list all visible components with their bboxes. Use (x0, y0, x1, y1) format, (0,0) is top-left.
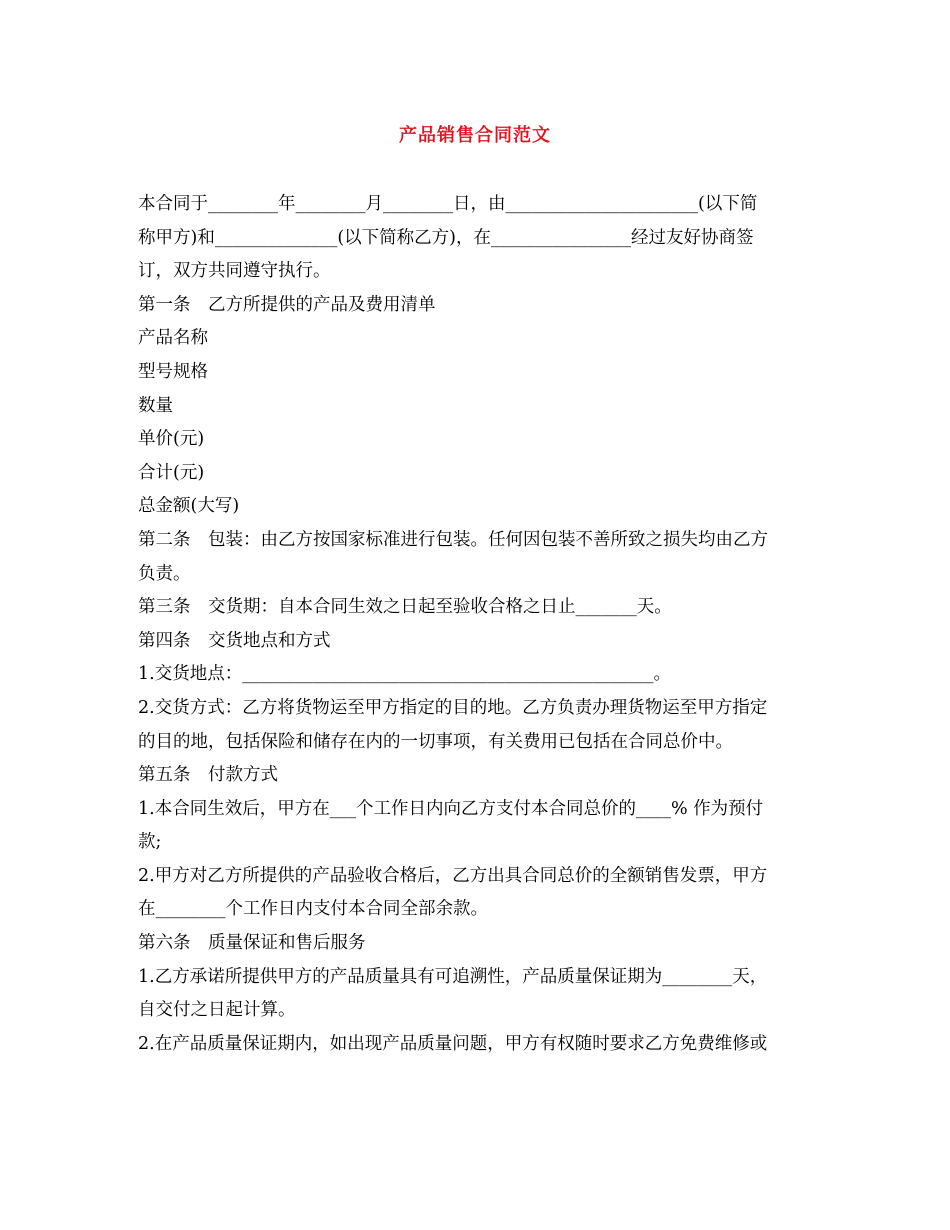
body-line: 总金额(大写) (138, 496, 240, 517)
body-line: 1.本合同生效后，甲方在___个工作日内向乙方支付本合同总价的____% 作为预付 (138, 798, 764, 819)
body-line: 1.交货地点：_______________________________________________。 (138, 664, 671, 685)
article-heading: 第三条 交货期：自本合同生效之日起至验收合格之日止_______天。 (138, 597, 672, 618)
body-line: 本合同于________年________月________日，由______________________(以下简 (138, 194, 758, 214)
body-line: 款; (138, 832, 162, 853)
body-line: 2.甲方对乙方所提供的产品验收合格后，乙方出具合同总价的全额销售发票，甲方 (138, 865, 768, 886)
body-line: 2.在产品质量保证期内，如出现产品质量问题，甲方有权随时要求乙方免费维修或 (138, 1033, 768, 1054)
article-heading: 第二条 包装：由乙方按国家标准进行包装。任何因包装不善所致之损失均由乙方 (138, 529, 768, 550)
body-line: 称甲方)和______________(以下简称乙方)，在________________经过友好协商签 (138, 227, 754, 248)
contract-body (138, 188, 818, 1061)
article-heading: 第一条 乙方所提供的产品及费用清单 (138, 294, 436, 315)
body-line: 单价(元) (138, 429, 205, 450)
body-line: 数量 (138, 395, 173, 416)
article-heading: 第四条 交货地点和方式 (138, 630, 331, 651)
body-line: 自交付之日起计算。 (138, 1000, 296, 1021)
body-line: 产品名称 (138, 328, 208, 349)
body-line: 订，双方共同遵守执行。 (138, 261, 331, 282)
article-heading: 第五条 付款方式 (138, 765, 278, 786)
body-line: 负责。 (138, 563, 191, 584)
article-heading: 第六条 质量保证和售后服务 (138, 933, 366, 954)
body-line: 1.乙方承诺所提供甲方的产品质量具有可追溯性，产品质量保证期为________天， (138, 966, 768, 987)
body-line: 的目的地，包括保险和储存在内的一切事项，有关费用已包括在合同总价中。 (138, 731, 733, 752)
document-title: 产品销售合同范文 (399, 125, 551, 146)
body-line: 2.交货方式：乙方将货物运至甲方指定的目的地。乙方负责办理货物运至甲方指定 (138, 697, 768, 718)
body-line: 合计(元) (138, 462, 205, 483)
body-line: 型号规格 (138, 361, 208, 382)
body-line: 在________个工作日内支付本合同全部余款。 (138, 899, 488, 920)
